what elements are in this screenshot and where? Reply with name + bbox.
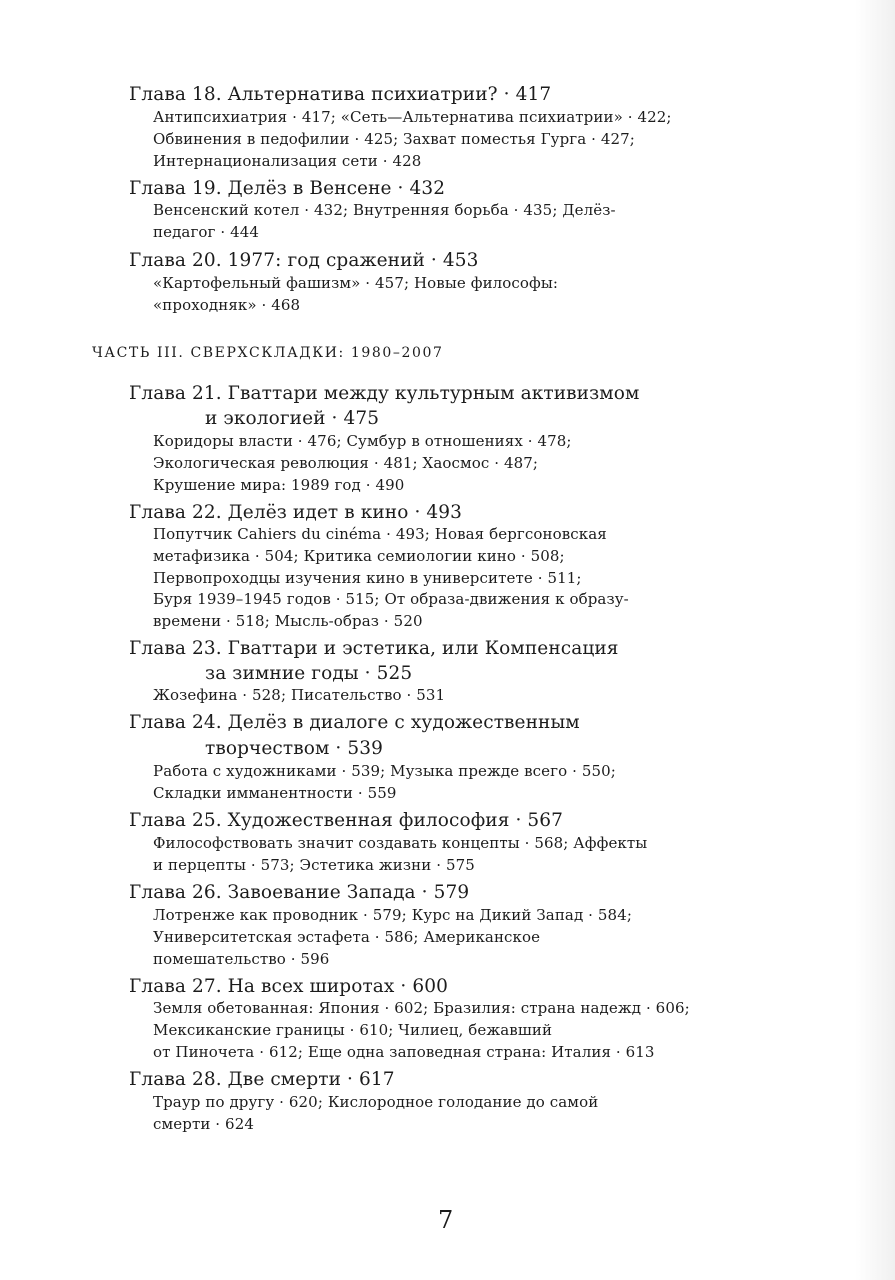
chapter-28-title: Глава 28. Две смерти · 617 bbox=[129, 1069, 395, 1090]
chapter-24-sections-line: Работа с художниками · 539; Музыка прежде всего · 550; bbox=[153, 762, 616, 780]
chapter-21-sections-line: Коридоры власти · 476; Сумбур в отношениях · 478; bbox=[153, 432, 572, 450]
chapter-24-title-cont: творчеством · 539 bbox=[205, 738, 384, 759]
chapter-19-title: Глава 19. Делёз в Венсене · 432 bbox=[129, 178, 446, 199]
chapter-27-sections-line: Мексиканские границы · 610; Чилиец, бежавший bbox=[153, 1021, 553, 1039]
chapter-22-sections-line: Первопроходцы изучения кино в университете · 511; bbox=[153, 569, 582, 587]
chapter-18-sections-line: Обвинения в педофилии · 425; Захват поместья Гурга · 427; bbox=[153, 130, 635, 148]
chapter-27-sections-line: от Пиночета · 612; Еще одна заповедная страна: Италия · 613 bbox=[153, 1043, 655, 1061]
chapter-26-title: Глава 26. Завоевание Запада · 579 bbox=[129, 882, 470, 903]
chapter-20-title: Глава 20. 1977: год сражений · 453 bbox=[129, 250, 479, 271]
chapter-19-sections-line: Венсенский котел · 432; Внутренняя борьба · 435; Делёз- bbox=[153, 201, 616, 219]
chapter-23-sections-line: Жозефина · 528; Писательство · 531 bbox=[153, 686, 446, 704]
chapter-21-sections-line: Крушение мира: 1989 год · 490 bbox=[153, 476, 405, 494]
chapter-22-title: Глава 22. Делёз идет в кино · 493 bbox=[129, 502, 463, 523]
chapter-26-sections-line: Лотренже как проводник · 579; Курс на Дикий Запад · 584; bbox=[153, 906, 632, 924]
chapter-26-sections-line: Университетская эстафета · 586; Американское bbox=[153, 928, 541, 946]
chapter-22-sections-line: времени · 518; Мысль-образ · 520 bbox=[153, 612, 423, 630]
chapter-23-title: Глава 23. Гваттари и эстетика, или Компенсация bbox=[129, 638, 619, 659]
chapter-18-sections-line: Антипсихиатрия · 417; «Сеть—Альтернатива психиатрии» · 422; bbox=[153, 108, 672, 126]
chapter-26-sections-line: помешательство · 596 bbox=[153, 950, 330, 968]
chapter-20-sections-line: «Картофельный фашизм» · 457; Новые философы: bbox=[153, 274, 559, 292]
chapter-21-title-cont: и экологией · 475 bbox=[205, 408, 380, 429]
chapter-21-sections-line: Экологическая революция · 481; Хаосмос · 487; bbox=[153, 454, 539, 472]
chapter-28-sections-line: Траур по другу · 620; Кислородное голодание до самой bbox=[153, 1093, 599, 1111]
page-number: 7 bbox=[438, 1206, 454, 1234]
part-heading: ЧАСТЬ III. СВЕРХСКЛАДКИ: 1980–2007 bbox=[92, 345, 444, 361]
chapter-22-sections-line: Буря 1939–1945 годов · 515; От образа-движения к образу- bbox=[153, 590, 629, 608]
chapter-20-sections-line: «проходняк» · 468 bbox=[153, 296, 301, 314]
chapter-25-title: Глава 25. Художественная философия · 567 bbox=[129, 810, 564, 831]
chapter-21-title: Глава 21. Гваттари между культурным активизмом bbox=[129, 383, 640, 404]
chapter-25-sections-line: Философствовать значит создавать концепты · 568; Аффекты bbox=[153, 834, 648, 852]
page-edge-shadow bbox=[855, 0, 895, 1280]
chapter-19-sections-line: педагог · 444 bbox=[153, 223, 260, 241]
chapter-18-sections-line: Интернационализация сети · 428 bbox=[153, 152, 422, 170]
chapter-25-sections-line: и перцепты · 573; Эстетика жизни · 575 bbox=[153, 856, 475, 874]
chapter-24-title: Глава 24. Делёз в диалоге с художественным bbox=[129, 712, 580, 733]
chapter-22-sections-line: Попутчик Cahiers du cinéma · 493; Новая бергсоновская bbox=[153, 525, 607, 543]
chapter-23-title-cont: за зимние годы · 525 bbox=[205, 663, 413, 684]
chapter-22-sections-line: метафизика · 504; Критика семиологии кино · 508; bbox=[153, 547, 565, 565]
chapter-24-sections-line: Складки имманентности · 559 bbox=[153, 784, 397, 802]
chapter-27-title: Глава 27. На всех широтах · 600 bbox=[129, 976, 448, 997]
chapter-28-sections-line: смерти · 624 bbox=[153, 1115, 254, 1133]
chapter-18-title: Глава 18. Альтернатива психиатрии? · 417 bbox=[129, 84, 552, 105]
chapter-27-sections-line: Земля обетованная: Япония · 602; Бразилия: страна надежд · 606; bbox=[153, 999, 690, 1017]
